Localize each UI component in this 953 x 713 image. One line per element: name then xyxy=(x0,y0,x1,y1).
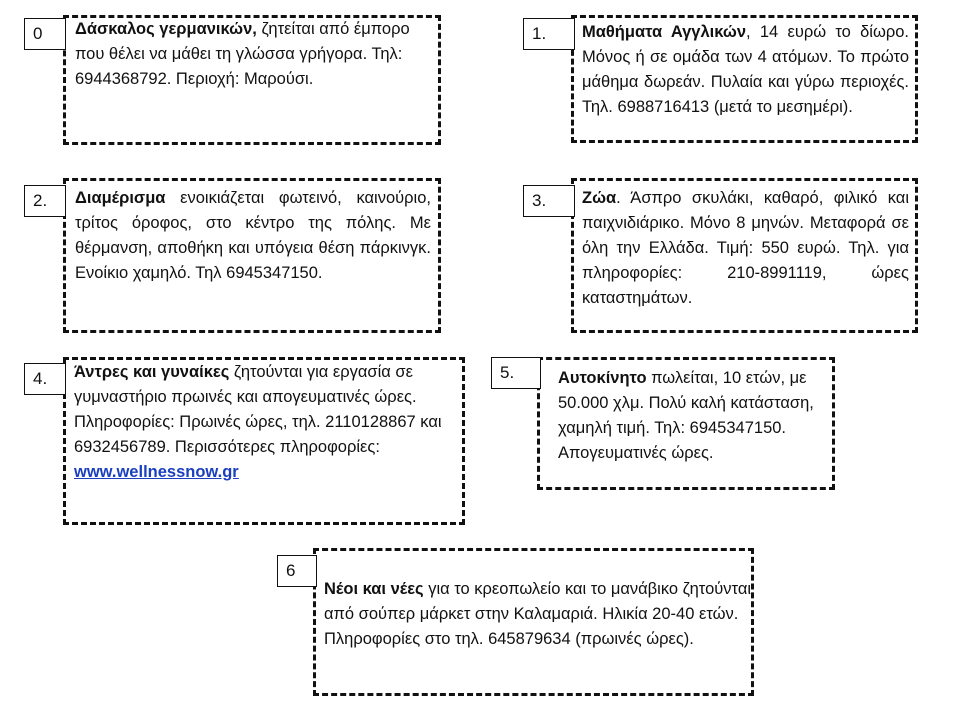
ad-text-6 xyxy=(324,577,752,677)
ad-body-3: . Άσπρο σκυλάκι, καθαρό, φιλικό και παιχνιδιάρικο. Μόνο 8 μηνών. Μεταφορά σε όλη την Ελλάδα. Τιμή: 550 ευρώ. Τηλ. για πληροφορίες: 210-8991119, ώρες καταστημάτων. xyxy=(582,189,909,307)
ad-body-6: για το κρεοπωλείο και το μανάβικο ζητούνται από σούπερ μάρκετ στην Καλαμαριά. Ηλικία 20-40 ετών. Πληροφορίες στο τηλ. 645879634 (πρωινές ώρες). xyxy=(324,580,752,648)
ad-number-3: 3. xyxy=(523,185,575,217)
ad-number-6: 6 xyxy=(277,555,317,587)
ad-title-0: Δάσκαλος γερμανικών, xyxy=(75,20,257,38)
ad-title-6: Νέοι και νέες xyxy=(324,580,424,598)
ad-text-4 xyxy=(74,360,458,485)
ad-title-2: Διαμέρισμα xyxy=(75,189,166,207)
ad-number-5: 5. xyxy=(491,357,541,389)
ad-number-4: 4. xyxy=(24,363,66,395)
ad-text-3 xyxy=(582,186,909,311)
website-link[interactable]: www.wellnessnow.gr xyxy=(74,463,239,481)
ad-number-1: 1. xyxy=(523,18,575,50)
ad-body-4: ζητούνται για εργασία σε γυμναστήριο πρωινές και απογευματινές ώρες. Πληροφορίες: Πρωινές ώρες, τηλ. 2110128867 και 6932456789. Περισσότερες πληροφορίες: xyxy=(74,363,442,456)
ad-title-5: Αυτοκίνητο xyxy=(558,369,647,387)
ad-body-5: πωλείται, 10 ετών, με 50.000 χλμ. Πολύ καλή κατάσταση, χαμηλή τιμή. Τηλ: 6945347150. Απογευματινές ώρες. xyxy=(558,369,814,462)
ad-title-1: Μαθήματα Αγγλικών xyxy=(582,23,747,41)
ad-number-2: 2. xyxy=(24,185,66,217)
ad-title-3: Ζώα xyxy=(582,189,617,207)
ad-body-2: ενοικιάζεται φωτεινό, καινούριο, τρίτος όροφος, στο κέντρο της πόλης. Με θέρμανση, αποθήκη και υπόγεια θέση πάρκινγκ. Ενοίκιο χαμηλό. Τηλ 6945347150. xyxy=(75,189,431,282)
ad-text-2 xyxy=(75,186,431,286)
ad-text-1 xyxy=(582,20,909,120)
ad-text-5 xyxy=(558,366,828,466)
ad-title-4: Άντρες και γυναίκες xyxy=(74,363,230,381)
ad-body-1: , 14 ευρώ το δίωρο. Μόνος ή σε ομάδα των 4 ατόμων. Το πρώτο μάθημα δωρεάν. Πυλαία και γύρω περιοχές. Τηλ. 6988716413 (μετά το μεσημέρι). xyxy=(582,23,910,116)
ad-body-0: ζητείται από έμπορο που θέλει να μάθει τη γλώσσα γρήγορα. Τηλ: 6944368792. Περιοχή: Μαρούσι. xyxy=(75,20,410,88)
ad-text-0 xyxy=(75,17,425,92)
ad-number-0: 0 xyxy=(24,18,66,50)
